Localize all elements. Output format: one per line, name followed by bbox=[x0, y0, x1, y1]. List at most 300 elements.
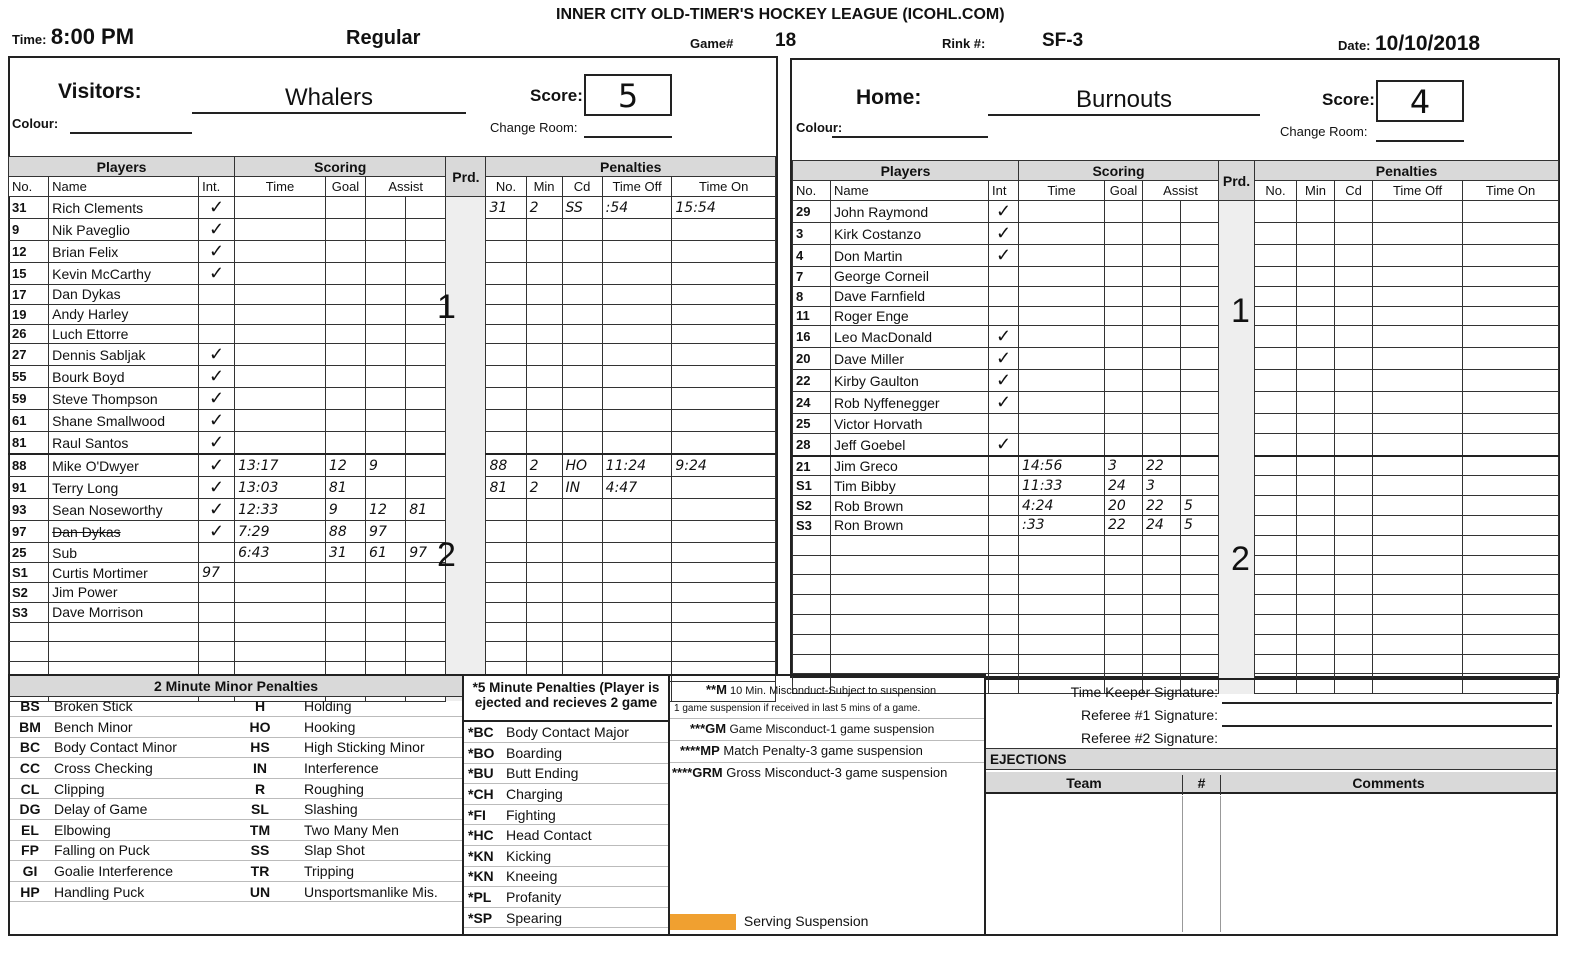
home-player-name[interactable]: Rob Brown bbox=[831, 496, 989, 516]
home-assist-2[interactable] bbox=[1181, 456, 1219, 476]
home-penalty-time-on[interactable] bbox=[1463, 348, 1559, 370]
home-player-int[interactable]: ✓ bbox=[989, 370, 1019, 392]
visitors-player-name[interactable]: Rich Clements bbox=[49, 197, 199, 219]
home-goal-time[interactable] bbox=[1019, 326, 1105, 348]
visitors-penalty-code[interactable] bbox=[562, 263, 602, 285]
home-penalty-code[interactable] bbox=[1335, 615, 1373, 635]
visitors-goal-time[interactable] bbox=[235, 219, 326, 241]
home-player-number[interactable]: S1 bbox=[793, 476, 831, 496]
home-penalty-code[interactable] bbox=[1335, 634, 1373, 654]
visitors-penalty-minutes[interactable] bbox=[526, 521, 562, 543]
visitors-goal-time[interactable]: 13:17 bbox=[235, 454, 326, 477]
visitors-penalty-time-off[interactable] bbox=[602, 344, 672, 366]
visitors-assist-1[interactable]: 97 bbox=[366, 521, 406, 543]
home-goal-scorer[interactable]: 20 bbox=[1105, 496, 1143, 516]
visitors-assist-1[interactable]: 9 bbox=[366, 454, 406, 477]
visitors-player-name[interactable]: Dan Dykas bbox=[49, 521, 199, 543]
visitors-assist-1[interactable] bbox=[366, 582, 406, 602]
visitors-player-name[interactable]: Mike O'Dwyer bbox=[49, 454, 199, 477]
visitors-player-number[interactable]: 97 bbox=[9, 521, 49, 543]
home-penalty-time-on[interactable] bbox=[1463, 476, 1559, 496]
visitors-penalty-time-off[interactable] bbox=[602, 324, 672, 344]
visitors-goal-time[interactable] bbox=[235, 410, 326, 432]
home-penalty-code[interactable] bbox=[1335, 370, 1373, 392]
home-player-name[interactable]: Don Martin bbox=[831, 245, 989, 267]
visitors-goal-time[interactable] bbox=[235, 563, 326, 583]
home-penalty-time-on[interactable] bbox=[1463, 615, 1559, 635]
visitors-assist-2[interactable] bbox=[406, 344, 446, 366]
visitors-penalty-code[interactable]: SS bbox=[562, 197, 602, 219]
home-goal-scorer[interactable] bbox=[1105, 267, 1143, 287]
visitors-goal-scorer[interactable] bbox=[325, 197, 365, 219]
visitors-goal-scorer[interactable] bbox=[325, 622, 365, 642]
visitors-penalty-time-off[interactable] bbox=[602, 285, 672, 305]
home-goal-scorer[interactable] bbox=[1105, 326, 1143, 348]
visitors-player-number[interactable]: 31 bbox=[9, 197, 49, 219]
visitors-player-number[interactable] bbox=[9, 622, 49, 642]
visitors-goal-time[interactable] bbox=[235, 622, 326, 642]
visitors-penalty-number[interactable] bbox=[486, 388, 526, 410]
home-goal-time[interactable]: 11:33 bbox=[1019, 476, 1105, 496]
visitors-penalty-minutes[interactable] bbox=[526, 499, 562, 521]
visitors-player-int[interactable] bbox=[199, 285, 235, 305]
visitors-penalty-minutes[interactable] bbox=[526, 642, 562, 662]
home-goal-time[interactable] bbox=[1019, 615, 1105, 635]
home-player-int[interactable]: ✓ bbox=[989, 348, 1019, 370]
visitors-penalty-minutes[interactable] bbox=[526, 602, 562, 622]
visitors-assist-1[interactable] bbox=[366, 622, 406, 642]
visitors-goal-time[interactable]: 12:33 bbox=[235, 499, 326, 521]
visitors-goal-scorer[interactable]: 12 bbox=[325, 454, 365, 477]
visitors-penalty-minutes[interactable] bbox=[526, 344, 562, 366]
home-goal-scorer[interactable] bbox=[1105, 634, 1143, 654]
home-goal-scorer[interactable]: 24 bbox=[1105, 476, 1143, 496]
home-penalty-code[interactable] bbox=[1335, 267, 1373, 287]
visitors-penalty-code[interactable] bbox=[562, 388, 602, 410]
visitors-penalty-code[interactable] bbox=[562, 543, 602, 563]
home-assist-2[interactable] bbox=[1181, 201, 1219, 223]
visitors-penalty-time-off[interactable] bbox=[602, 304, 672, 324]
visitors-assist-2[interactable] bbox=[406, 241, 446, 263]
visitors-penalty-time-off[interactable] bbox=[602, 642, 672, 662]
visitors-assist-1[interactable] bbox=[366, 324, 406, 344]
visitors-penalty-time-off[interactable] bbox=[602, 543, 672, 563]
visitors-penalty-time-on[interactable] bbox=[672, 388, 776, 410]
home-penalty-time-on[interactable] bbox=[1463, 392, 1559, 414]
home-assist-1[interactable] bbox=[1143, 414, 1181, 434]
visitors-assist-1[interactable] bbox=[366, 642, 406, 662]
home-penalty-minutes[interactable] bbox=[1297, 223, 1335, 245]
home-penalty-number[interactable] bbox=[1255, 267, 1297, 287]
home-player-name[interactable] bbox=[831, 575, 989, 595]
home-player-int[interactable] bbox=[989, 496, 1019, 516]
visitors-penalty-time-off[interactable] bbox=[602, 521, 672, 543]
home-penalty-number[interactable] bbox=[1255, 535, 1297, 555]
home-assist-1[interactable]: 24 bbox=[1143, 516, 1181, 536]
home-penalty-number[interactable] bbox=[1255, 370, 1297, 392]
visitors-player-int[interactable]: ✓ bbox=[199, 477, 235, 499]
visitors-penalty-number[interactable] bbox=[486, 622, 526, 642]
home-player-number[interactable]: 20 bbox=[793, 348, 831, 370]
visitors-penalty-code[interactable] bbox=[562, 304, 602, 324]
visitors-player-int[interactable] bbox=[199, 622, 235, 642]
visitors-player-int[interactable]: ✓ bbox=[199, 454, 235, 477]
visitors-player-name[interactable]: Brian Felix bbox=[49, 241, 199, 263]
home-assist-1[interactable] bbox=[1143, 223, 1181, 245]
visitors-penalty-code[interactable] bbox=[562, 563, 602, 583]
home-player-int[interactable] bbox=[989, 535, 1019, 555]
visitors-penalty-number[interactable] bbox=[486, 499, 526, 521]
visitors-penalty-time-on[interactable] bbox=[672, 241, 776, 263]
home-player-name[interactable] bbox=[831, 654, 989, 674]
home-player-name[interactable]: Kirk Costanzo bbox=[831, 223, 989, 245]
home-penalty-minutes[interactable] bbox=[1297, 575, 1335, 595]
visitors-penalty-code[interactable] bbox=[562, 219, 602, 241]
home-penalty-time-on[interactable] bbox=[1463, 434, 1559, 457]
visitors-penalty-time-on[interactable] bbox=[672, 324, 776, 344]
home-penalty-minutes[interactable] bbox=[1297, 496, 1335, 516]
visitors-player-number[interactable]: 93 bbox=[9, 499, 49, 521]
home-penalty-code[interactable] bbox=[1335, 555, 1373, 575]
home-goal-scorer[interactable]: 22 bbox=[1105, 516, 1143, 536]
visitors-goal-scorer[interactable]: 88 bbox=[325, 521, 365, 543]
home-player-name[interactable]: Victor Horvath bbox=[831, 414, 989, 434]
visitors-penalty-number[interactable] bbox=[486, 366, 526, 388]
visitors-penalty-minutes[interactable] bbox=[526, 410, 562, 432]
visitors-player-int[interactable]: ✓ bbox=[199, 263, 235, 285]
home-penalty-time-on[interactable] bbox=[1463, 326, 1559, 348]
home-penalty-time-off[interactable] bbox=[1373, 306, 1463, 326]
home-goal-scorer[interactable] bbox=[1105, 286, 1143, 306]
home-assist-2[interactable]: 5 bbox=[1181, 516, 1219, 536]
home-goal-scorer[interactable]: 3 bbox=[1105, 456, 1143, 476]
home-penalty-minutes[interactable] bbox=[1297, 615, 1335, 635]
home-goal-time[interactable] bbox=[1019, 634, 1105, 654]
home-penalty-time-off[interactable] bbox=[1373, 575, 1463, 595]
visitors-player-int[interactable]: ✓ bbox=[199, 521, 235, 543]
visitors-penalty-time-on[interactable] bbox=[672, 344, 776, 366]
home-penalty-time-on[interactable] bbox=[1463, 414, 1559, 434]
home-assist-1[interactable] bbox=[1143, 201, 1181, 223]
home-goal-time[interactable] bbox=[1019, 223, 1105, 245]
visitors-assist-2[interactable] bbox=[406, 410, 446, 432]
visitors-assist-1[interactable] bbox=[366, 366, 406, 388]
visitors-penalty-code[interactable] bbox=[562, 642, 602, 662]
home-player-name[interactable]: Roger Enge bbox=[831, 306, 989, 326]
home-penalty-number[interactable] bbox=[1255, 348, 1297, 370]
home-penalty-minutes[interactable] bbox=[1297, 434, 1335, 457]
visitors-penalty-code[interactable]: HO bbox=[562, 454, 602, 477]
visitors-penalty-code[interactable] bbox=[562, 582, 602, 602]
home-player-name[interactable]: Ron Brown bbox=[831, 516, 989, 536]
visitors-goal-time[interactable]: 7:29 bbox=[235, 521, 326, 543]
home-player-number[interactable]: 25 bbox=[793, 414, 831, 434]
visitors-penalty-minutes[interactable] bbox=[526, 622, 562, 642]
visitors-penalty-time-off[interactable] bbox=[602, 622, 672, 642]
home-penalty-time-on[interactable] bbox=[1463, 223, 1559, 245]
home-penalty-number[interactable] bbox=[1255, 286, 1297, 306]
home-goal-scorer[interactable] bbox=[1105, 654, 1143, 674]
visitors-penalty-minutes[interactable] bbox=[526, 285, 562, 305]
visitors-assist-1[interactable] bbox=[366, 263, 406, 285]
home-penalty-code[interactable] bbox=[1335, 201, 1373, 223]
home-assist-1[interactable] bbox=[1143, 555, 1181, 575]
visitors-player-name[interactable]: Jim Power bbox=[49, 582, 199, 602]
home-penalty-time-on[interactable] bbox=[1463, 456, 1559, 476]
home-goal-scorer[interactable] bbox=[1105, 595, 1143, 615]
visitors-goal-time[interactable] bbox=[235, 324, 326, 344]
home-penalty-code[interactable] bbox=[1335, 535, 1373, 555]
home-penalty-time-off[interactable] bbox=[1373, 201, 1463, 223]
home-goal-scorer[interactable] bbox=[1105, 370, 1143, 392]
visitors-penalty-time-on[interactable] bbox=[672, 285, 776, 305]
home-assist-2[interactable] bbox=[1181, 286, 1219, 306]
visitors-penalty-number[interactable] bbox=[486, 582, 526, 602]
home-assist-1[interactable] bbox=[1143, 286, 1181, 306]
visitors-goal-scorer[interactable] bbox=[325, 366, 365, 388]
visitors-player-number[interactable]: 59 bbox=[9, 388, 49, 410]
home-goal-time[interactable] bbox=[1019, 392, 1105, 414]
home-goal-time[interactable] bbox=[1019, 575, 1105, 595]
home-penalty-time-off[interactable] bbox=[1373, 654, 1463, 674]
home-penalty-time-off[interactable] bbox=[1373, 434, 1463, 457]
home-player-int[interactable] bbox=[989, 555, 1019, 575]
visitors-assist-2[interactable] bbox=[406, 622, 446, 642]
visitors-penalty-time-off[interactable] bbox=[602, 602, 672, 622]
visitors-penalty-time-on[interactable] bbox=[672, 366, 776, 388]
visitors-assist-1[interactable]: 12 bbox=[366, 499, 406, 521]
home-goal-scorer[interactable] bbox=[1105, 615, 1143, 635]
home-penalty-time-off[interactable] bbox=[1373, 456, 1463, 476]
home-player-number[interactable]: S3 bbox=[793, 516, 831, 536]
visitors-assist-1[interactable] bbox=[366, 432, 406, 455]
visitors-player-int[interactable] bbox=[199, 304, 235, 324]
visitors-penalty-minutes[interactable] bbox=[526, 304, 562, 324]
visitors-player-number[interactable]: S1 bbox=[9, 563, 49, 583]
home-penalty-number[interactable] bbox=[1255, 595, 1297, 615]
visitors-player-number[interactable] bbox=[9, 642, 49, 662]
visitors-assist-2[interactable] bbox=[406, 602, 446, 622]
visitors-assist-2[interactable] bbox=[406, 388, 446, 410]
home-player-int[interactable] bbox=[989, 634, 1019, 654]
visitors-penalty-time-on[interactable]: 9:24 bbox=[672, 454, 776, 477]
visitors-penalty-time-on[interactable] bbox=[672, 521, 776, 543]
home-player-number[interactable]: 4 bbox=[793, 245, 831, 267]
visitors-assist-1[interactable] bbox=[366, 602, 406, 622]
visitors-penalty-number[interactable]: 81 bbox=[486, 477, 526, 499]
home-penalty-time-off[interactable] bbox=[1373, 286, 1463, 306]
visitors-player-int[interactable]: ✓ bbox=[199, 499, 235, 521]
visitors-goal-scorer[interactable] bbox=[325, 263, 365, 285]
visitors-penalty-minutes[interactable] bbox=[526, 366, 562, 388]
visitors-assist-1[interactable] bbox=[366, 304, 406, 324]
visitors-penalty-time-off[interactable] bbox=[602, 219, 672, 241]
visitors-penalty-number[interactable] bbox=[486, 324, 526, 344]
home-penalty-time-on[interactable] bbox=[1463, 201, 1559, 223]
visitors-goal-time[interactable] bbox=[235, 241, 326, 263]
home-penalty-number[interactable] bbox=[1255, 555, 1297, 575]
home-penalty-code[interactable] bbox=[1335, 496, 1373, 516]
visitors-penalty-minutes[interactable]: 2 bbox=[526, 197, 562, 219]
visitors-goal-scorer[interactable] bbox=[325, 582, 365, 602]
ejections-num-column[interactable] bbox=[1220, 796, 1221, 932]
visitors-player-name[interactable]: Terry Long bbox=[49, 477, 199, 499]
visitors-penalty-code[interactable] bbox=[562, 622, 602, 642]
visitors-goal-scorer[interactable] bbox=[325, 219, 365, 241]
visitors-goal-time[interactable]: 13:03 bbox=[235, 477, 326, 499]
home-assist-1[interactable]: 3 bbox=[1143, 476, 1181, 496]
visitors-player-name[interactable]: Dave Morrison bbox=[49, 602, 199, 622]
home-player-name[interactable]: Jim Greco bbox=[831, 456, 989, 476]
home-assist-2[interactable] bbox=[1181, 414, 1219, 434]
home-player-number[interactable]: 29 bbox=[793, 201, 831, 223]
visitors-player-int[interactable]: ✓ bbox=[199, 410, 235, 432]
home-penalty-minutes[interactable] bbox=[1297, 476, 1335, 496]
home-penalty-minutes[interactable] bbox=[1297, 267, 1335, 287]
visitors-penalty-minutes[interactable] bbox=[526, 582, 562, 602]
visitors-assist-1[interactable] bbox=[366, 285, 406, 305]
visitors-penalty-minutes[interactable] bbox=[526, 563, 562, 583]
visitors-assist-2[interactable] bbox=[406, 197, 446, 219]
visitors-penalty-code[interactable] bbox=[562, 344, 602, 366]
visitors-player-name[interactable]: Sean Noseworthy bbox=[49, 499, 199, 521]
home-penalty-time-off[interactable] bbox=[1373, 555, 1463, 575]
visitors-assist-1[interactable] bbox=[366, 241, 406, 263]
home-player-name[interactable]: George Corneil bbox=[831, 267, 989, 287]
visitors-penalty-time-on[interactable]: 15:54 bbox=[672, 197, 776, 219]
visitors-assist-1[interactable] bbox=[366, 410, 406, 432]
home-player-number[interactable] bbox=[793, 595, 831, 615]
visitors-penalty-minutes[interactable]: 2 bbox=[526, 454, 562, 477]
home-assist-2[interactable] bbox=[1181, 434, 1219, 457]
home-penalty-code[interactable] bbox=[1335, 595, 1373, 615]
home-penalty-code[interactable] bbox=[1335, 245, 1373, 267]
timekeeper-signature-line[interactable] bbox=[1222, 702, 1552, 704]
home-penalty-time-on[interactable] bbox=[1463, 306, 1559, 326]
home-player-number[interactable]: 16 bbox=[793, 326, 831, 348]
visitors-penalty-minutes[interactable] bbox=[526, 263, 562, 285]
home-penalty-time-off[interactable] bbox=[1373, 535, 1463, 555]
visitors-player-int[interactable]: ✓ bbox=[199, 219, 235, 241]
visitors-penalty-code[interactable] bbox=[562, 602, 602, 622]
visitors-player-number[interactable]: 19 bbox=[9, 304, 49, 324]
visitors-goal-time[interactable] bbox=[235, 582, 326, 602]
visitors-penalty-number[interactable] bbox=[486, 521, 526, 543]
home-player-number[interactable]: 3 bbox=[793, 223, 831, 245]
visitors-penalty-code[interactable] bbox=[562, 285, 602, 305]
home-player-int[interactable] bbox=[989, 516, 1019, 536]
visitors-assist-2[interactable] bbox=[406, 642, 446, 662]
visitors-penalty-minutes[interactable] bbox=[526, 324, 562, 344]
visitors-goal-scorer[interactable]: 81 bbox=[325, 477, 365, 499]
visitors-player-name[interactable]: Dan Dykas bbox=[49, 285, 199, 305]
home-assist-2[interactable] bbox=[1181, 245, 1219, 267]
home-goal-time[interactable] bbox=[1019, 306, 1105, 326]
home-player-name[interactable]: John Raymond bbox=[831, 201, 989, 223]
visitors-player-number[interactable]: 55 bbox=[9, 366, 49, 388]
visitors-player-int[interactable]: ✓ bbox=[199, 197, 235, 219]
visitors-penalty-time-off[interactable]: :54 bbox=[602, 197, 672, 219]
home-penalty-number[interactable] bbox=[1255, 414, 1297, 434]
visitors-assist-2[interactable] bbox=[406, 219, 446, 241]
home-penalty-time-off[interactable] bbox=[1373, 267, 1463, 287]
home-penalty-code[interactable] bbox=[1335, 654, 1373, 674]
visitors-goal-time[interactable]: 6:43 bbox=[235, 543, 326, 563]
visitors-assist-1[interactable] bbox=[366, 477, 406, 499]
visitors-penalty-time-on[interactable] bbox=[672, 642, 776, 662]
home-assist-1[interactable] bbox=[1143, 348, 1181, 370]
visitors-penalty-time-off[interactable] bbox=[602, 432, 672, 455]
home-goal-time[interactable] bbox=[1019, 414, 1105, 434]
visitors-penalty-time-on[interactable] bbox=[672, 563, 776, 583]
visitors-goal-time[interactable] bbox=[235, 432, 326, 455]
visitors-penalty-time-off[interactable] bbox=[602, 366, 672, 388]
home-player-number[interactable]: 22 bbox=[793, 370, 831, 392]
home-assist-1[interactable] bbox=[1143, 245, 1181, 267]
visitors-goal-scorer[interactable] bbox=[325, 285, 365, 305]
home-penalty-time-on[interactable] bbox=[1463, 245, 1559, 267]
visitors-player-number[interactable]: 26 bbox=[9, 324, 49, 344]
visitors-player-name[interactable]: Andy Harley bbox=[49, 304, 199, 324]
visitors-player-int[interactable]: ✓ bbox=[199, 366, 235, 388]
visitors-goal-time[interactable] bbox=[235, 642, 326, 662]
visitors-goal-scorer[interactable] bbox=[325, 344, 365, 366]
home-player-int[interactable] bbox=[989, 575, 1019, 595]
home-assist-1[interactable] bbox=[1143, 267, 1181, 287]
visitors-player-name[interactable]: Raul Santos bbox=[49, 432, 199, 455]
home-player-int[interactable]: ✓ bbox=[989, 392, 1019, 414]
home-assist-1[interactable] bbox=[1143, 535, 1181, 555]
home-penalty-time-off[interactable] bbox=[1373, 326, 1463, 348]
visitors-penalty-time-off[interactable]: 4:47 bbox=[602, 477, 672, 499]
home-player-int[interactable]: ✓ bbox=[989, 245, 1019, 267]
visitors-player-number[interactable]: 88 bbox=[9, 454, 49, 477]
home-player-number[interactable]: 28 bbox=[793, 434, 831, 457]
home-penalty-time-on[interactable] bbox=[1463, 535, 1559, 555]
home-penalty-time-off[interactable] bbox=[1373, 370, 1463, 392]
home-penalty-time-on[interactable] bbox=[1463, 634, 1559, 654]
visitors-penalty-time-on[interactable] bbox=[672, 263, 776, 285]
home-player-int[interactable] bbox=[989, 306, 1019, 326]
visitors-goal-time[interactable] bbox=[235, 388, 326, 410]
home-goal-scorer[interactable] bbox=[1105, 392, 1143, 414]
home-assist-2[interactable] bbox=[1181, 654, 1219, 674]
visitors-penalty-number[interactable] bbox=[486, 602, 526, 622]
visitors-penalty-number[interactable] bbox=[486, 344, 526, 366]
visitors-goal-time[interactable] bbox=[235, 602, 326, 622]
visitors-goal-scorer[interactable] bbox=[325, 388, 365, 410]
visitors-penalty-time-on[interactable] bbox=[672, 582, 776, 602]
home-assist-2[interactable] bbox=[1181, 476, 1219, 496]
home-penalty-time-on[interactable] bbox=[1463, 575, 1559, 595]
home-assist-1[interactable] bbox=[1143, 634, 1181, 654]
home-penalty-code[interactable] bbox=[1335, 476, 1373, 496]
visitors-penalty-number[interactable] bbox=[486, 304, 526, 324]
visitors-goal-scorer[interactable] bbox=[325, 324, 365, 344]
visitors-player-name[interactable] bbox=[49, 642, 199, 662]
visitors-goal-scorer[interactable] bbox=[325, 304, 365, 324]
home-assist-1[interactable] bbox=[1143, 306, 1181, 326]
home-penalty-code[interactable] bbox=[1335, 434, 1373, 457]
home-assist-2[interactable] bbox=[1181, 326, 1219, 348]
home-penalty-code[interactable] bbox=[1335, 306, 1373, 326]
visitors-penalty-time-off[interactable]: 11:24 bbox=[602, 454, 672, 477]
visitors-player-int[interactable]: ✓ bbox=[199, 388, 235, 410]
home-goal-time[interactable] bbox=[1019, 201, 1105, 223]
visitors-player-name[interactable]: Bourk Boyd bbox=[49, 366, 199, 388]
visitors-penalty-time-off[interactable] bbox=[602, 388, 672, 410]
home-player-int[interactable] bbox=[989, 414, 1019, 434]
